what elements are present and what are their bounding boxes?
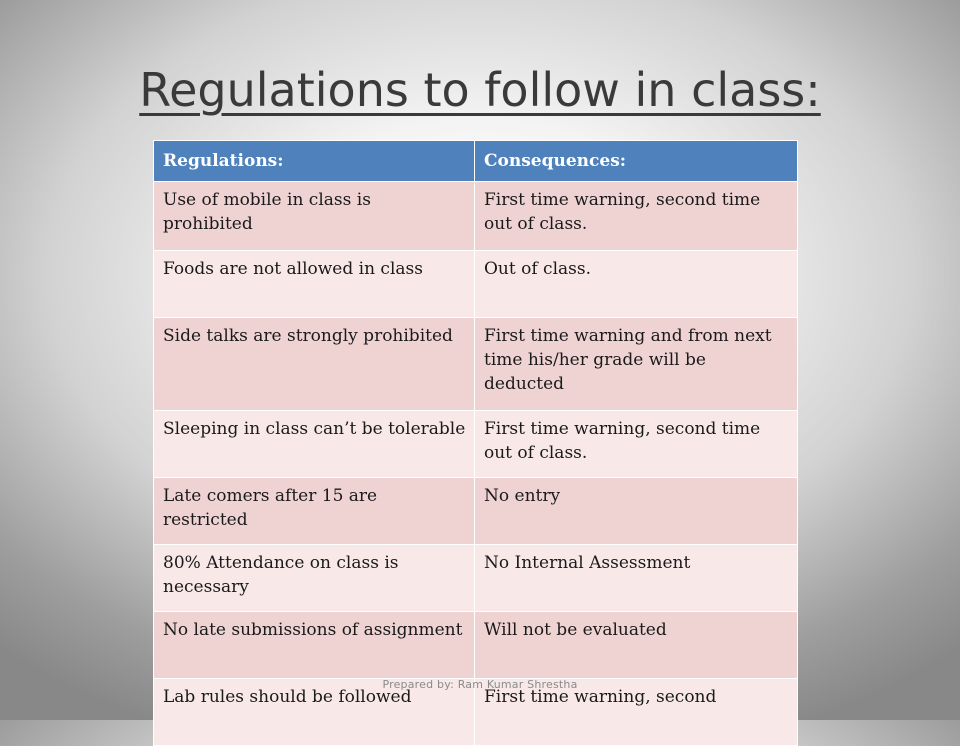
regulation-cell: Use of mobile in class is prohibited — [154, 182, 475, 251]
table-row — [154, 612, 798, 679]
consequence-cell: First time warning, second time out of class. — [475, 411, 798, 478]
consequence-cell: No Internal Assessment — [475, 545, 798, 612]
table-row — [154, 182, 798, 251]
slide-title-text: Regulations to follow in class: — [139, 63, 821, 117]
consequence-cell: First time warning, second time out of class. — [475, 182, 798, 251]
regulation-cell: Side talks are strongly prohibited — [154, 318, 475, 411]
consequence-cell: Will not be evaluated — [475, 612, 798, 679]
consequence-cell: First time warning and from next time his/her grade will be deducted — [475, 318, 798, 411]
table-header-row — [154, 141, 798, 182]
header-regulations: Regulations: — [154, 141, 475, 182]
consequence-cell: No entry — [475, 478, 798, 545]
table-row — [154, 251, 798, 318]
regulation-cell: 80% Attendance on class is necessary — [154, 545, 475, 612]
regulation-cell: Late comers after 15 are restricted — [154, 478, 475, 545]
slide-title — [0, 58, 960, 122]
table-row — [154, 411, 798, 478]
table-row — [154, 478, 798, 545]
regulation-cell: No late submissions of assignment — [154, 612, 475, 679]
regulation-cell: Foods are not allowed in class — [154, 251, 475, 318]
consequence-cell: Out of class. — [475, 251, 798, 318]
footer-credit: Prepared by: Ram Kumar Shrestha — [382, 678, 578, 691]
regulations-table — [153, 140, 798, 746]
table-row — [154, 318, 798, 411]
table-row — [154, 545, 798, 612]
consequence-cell: First time warning, second — [475, 679, 798, 746]
regulation-cell: Lab rules should be followed — [154, 679, 475, 746]
header-consequences: Consequences: — [475, 141, 798, 182]
regulation-cell: Sleeping in class can’t be tolerable — [154, 411, 475, 478]
